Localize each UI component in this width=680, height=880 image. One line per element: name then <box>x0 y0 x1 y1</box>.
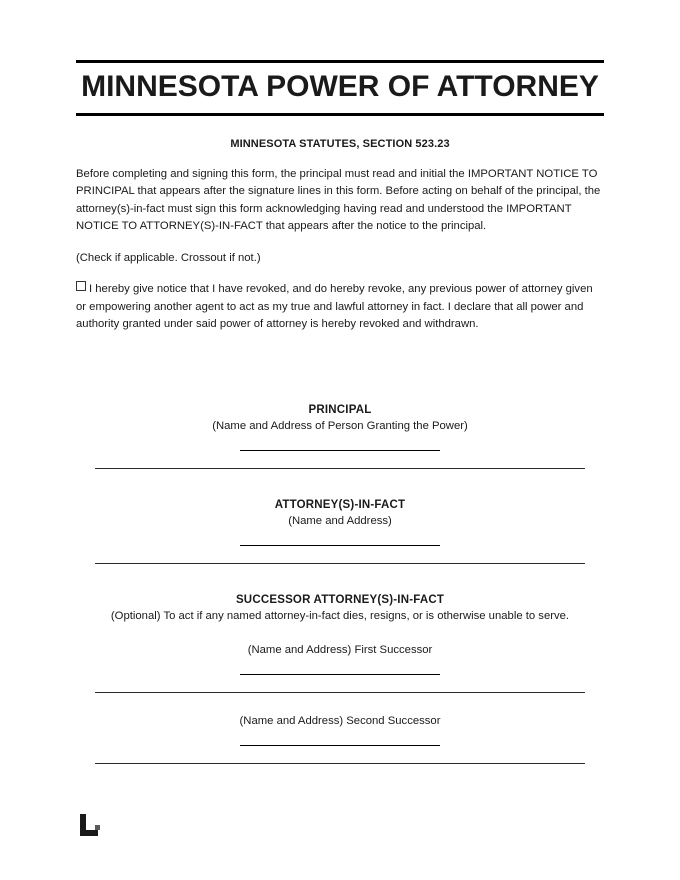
principal-signature-line-long[interactable] <box>95 468 585 469</box>
checkbox-icon[interactable] <box>76 281 86 291</box>
revocation-paragraph-row <box>76 281 604 334</box>
second-successor-label: (Name and Address) Second Successor <box>239 714 441 727</box>
principal-section <box>76 404 604 469</box>
spacer <box>76 334 604 374</box>
second-successor-line-short[interactable] <box>240 745 440 746</box>
check-instruction: (Check if applicable. Crossout if not.) <box>76 251 261 264</box>
document-content <box>76 60 604 764</box>
attorney-in-fact-heading: ATTORNEY(S)-IN-FACT <box>274 498 406 511</box>
first-successor-label: (Name and Address) First Successor <box>247 643 433 656</box>
successor-heading: SUCCESSOR ATTORNEY(S)-IN-FACT <box>235 593 445 606</box>
page-title: MINNESOTA POWER OF ATTORNEY <box>81 70 599 103</box>
logo-notch <box>95 825 100 830</box>
principal-heading: PRINCIPAL <box>308 403 372 416</box>
attorney-in-fact-line-short[interactable] <box>240 545 440 546</box>
logo-horizontal-bar <box>80 830 98 836</box>
principal-signature-line-short[interactable] <box>240 450 440 451</box>
attorney-in-fact-subheading: (Name and Address) <box>288 514 392 527</box>
footer-logo <box>78 814 100 836</box>
title-banner <box>76 60 604 116</box>
successor-subheading: (Optional) To act if any named attorney-in-fact dies, resigns, or is otherwise unable to serve. <box>110 609 570 622</box>
attorney-in-fact-section <box>76 499 604 564</box>
revocation-paragraph: I hereby give notice that I have revoked, and do hereby revoke, any previous power of attorney given or empowering another agent to act as my true and lawful attorney in fact. I declare that all power and authority granted under said power of attorney is hereby revoked and withdrawn. <box>76 283 593 330</box>
legal-templates-logo-icon <box>78 814 100 836</box>
successor-section <box>76 594 604 764</box>
first-successor-line-short[interactable] <box>240 674 440 675</box>
second-successor-line-long[interactable] <box>95 763 585 764</box>
attorney-in-fact-line-long[interactable] <box>95 563 585 564</box>
first-successor-line-long[interactable] <box>95 692 585 693</box>
statute-reference: MINNESOTA STATUTES, SECTION 523.23 <box>230 137 450 150</box>
intro-paragraph: Before completing and signing this form, the principal must read and initial the IMPORTANT NOTICE TO PRINCIPAL that appears after the signature lines in this form. Before acting on behalf of the principal, the attorney(s)-in-fact must sign this form acknowledging having read and understood the IMPORTANT NOTICE TO ATTORNEY(S)-IN-FACT that appears after the notice to the principal. <box>76 167 601 232</box>
principal-subheading: (Name and Address of Person Granting the Power) <box>212 419 468 432</box>
